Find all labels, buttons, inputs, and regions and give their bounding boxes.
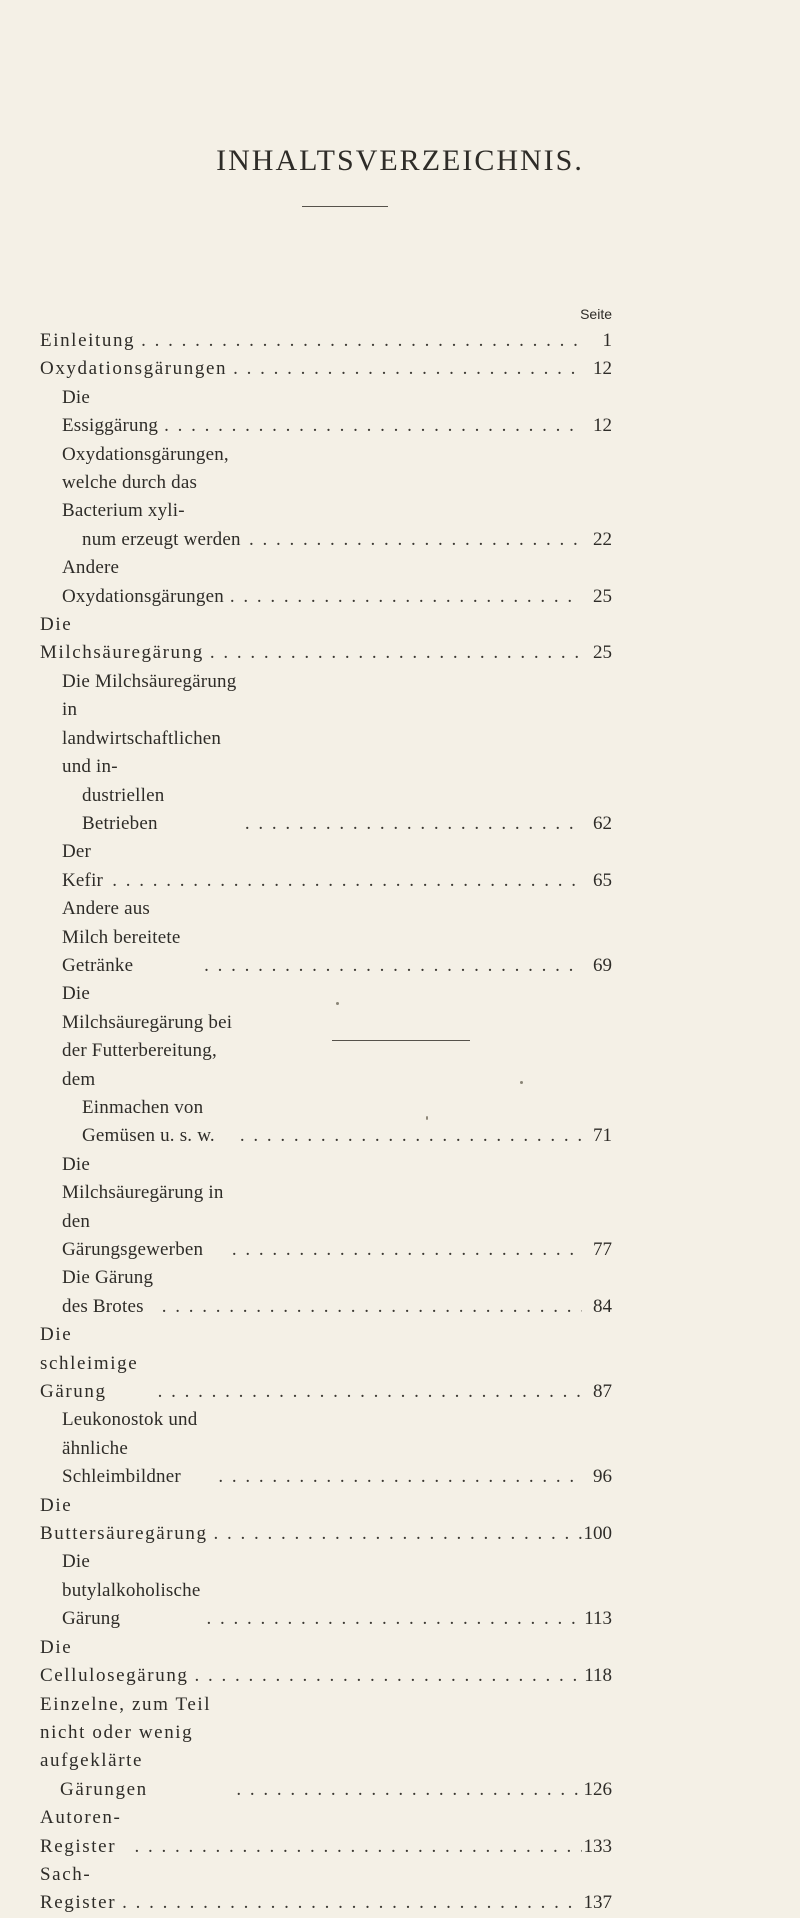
dot-leader bbox=[128, 1833, 582, 1861]
toc-page-number: 12 bbox=[593, 415, 612, 437]
toc-page-number: 87 bbox=[593, 1381, 612, 1403]
toc-page-number: 77 bbox=[593, 1239, 612, 1260]
toc-entry-title bbox=[40, 1804, 128, 1861]
toc-page-number: 65 bbox=[593, 869, 612, 891]
toc-section bbox=[40, 441, 612, 555]
dot-leader bbox=[243, 526, 582, 554]
toc-page-number: 96 bbox=[593, 1466, 612, 1488]
toc-section bbox=[40, 1264, 612, 1321]
toc-entry-text: Der Kefir bbox=[62, 841, 104, 891]
toc-entry-text: Andere aus Milch bereitete Getränke bbox=[62, 898, 181, 976]
toc-entry-title bbox=[40, 1492, 208, 1549]
toc-section bbox=[40, 668, 612, 838]
toc-entry-text: Die Milchsäuregärung bbox=[40, 614, 204, 664]
page-title: INHALTSVERZEICHNIS. bbox=[216, 144, 584, 177]
dot-leader bbox=[189, 1662, 582, 1690]
toc-entry-text: Die Gärung des Brotes bbox=[62, 1267, 154, 1317]
toc-entry-title bbox=[40, 327, 135, 355]
dot-leader bbox=[204, 639, 582, 667]
paper-speck bbox=[520, 1081, 523, 1084]
toc-entry-text: Die Milchsäuregärung in landwirtschaftlichen und in- bbox=[62, 670, 237, 778]
paper-speck bbox=[336, 1002, 339, 1005]
toc-entry-title bbox=[40, 1691, 230, 1805]
dot-leader bbox=[158, 412, 582, 440]
toc-entry-title bbox=[62, 895, 198, 980]
toc-entry-title bbox=[40, 1321, 152, 1406]
dot-leader bbox=[239, 810, 582, 838]
toc-entry-text: Leukonostok und ähnliche Schleimbildner bbox=[62, 1409, 198, 1488]
toc-section bbox=[40, 980, 612, 1150]
toc-section bbox=[40, 1406, 612, 1491]
dot-leader bbox=[227, 355, 582, 383]
toc-entry-text: Einzelne, zum Teil nicht oder wenig aufgeklärte bbox=[40, 1693, 212, 1772]
toc-page-number: 1 bbox=[602, 330, 612, 351]
toc-entry-text: Die Buttersäuregärung bbox=[40, 1494, 208, 1545]
toc-entry-text: Oxydationsgärungen bbox=[40, 358, 228, 380]
toc-section bbox=[40, 1151, 612, 1265]
toc-entry-title bbox=[40, 611, 204, 668]
toc-page-number: 71 bbox=[593, 1125, 612, 1147]
toc-page-number: 62 bbox=[593, 812, 612, 834]
toc-entry-text: Die schleimige Gärung bbox=[40, 1324, 139, 1403]
toc-entry-title bbox=[62, 980, 234, 1150]
toc-entry-text: Die Cellulosegärung bbox=[40, 1636, 189, 1687]
dot-leader bbox=[226, 1236, 582, 1264]
toc-page-number: 137 bbox=[583, 1892, 612, 1914]
toc-entry-text: Autoren-Register bbox=[40, 1807, 122, 1857]
toc-entry-continuation: Einmachen von Gemüsen u. s. w. bbox=[82, 1096, 215, 1147]
toc-entry-text: Die Milchsäuregärung bei der Futterbereitung, dem bbox=[62, 983, 233, 1090]
toc-chapter bbox=[40, 611, 612, 668]
dot-leader bbox=[116, 1889, 582, 1917]
toc-page-number: 69 bbox=[593, 954, 612, 976]
toc-entry-title bbox=[40, 355, 227, 383]
toc-page-number: 84 bbox=[593, 1295, 612, 1317]
toc-entry-title bbox=[40, 1634, 189, 1691]
toc-entry-title bbox=[62, 1264, 156, 1321]
toc-chapter bbox=[40, 1634, 612, 1691]
title-rule bbox=[302, 206, 388, 207]
toc-section bbox=[40, 1548, 612, 1633]
toc-page-number: 133 bbox=[583, 1835, 612, 1857]
toc-section bbox=[40, 838, 612, 895]
toc-chapter bbox=[40, 1492, 612, 1549]
toc-section bbox=[40, 895, 612, 980]
toc-entry-title bbox=[62, 554, 224, 611]
toc-chapter bbox=[40, 355, 612, 383]
toc-entry-title bbox=[62, 668, 239, 838]
toc-entry-text: Die Essiggärung bbox=[62, 386, 159, 437]
toc-entry-continuation: dustriellen Betrieben bbox=[82, 784, 165, 834]
toc-page-number: 22 bbox=[593, 528, 612, 550]
toc-entry-title bbox=[62, 1406, 212, 1491]
toc-chapter bbox=[40, 1804, 612, 1861]
toc-entry-title bbox=[62, 1151, 226, 1265]
dot-leader bbox=[208, 1520, 582, 1548]
toc-entry-text: Einleitung bbox=[40, 330, 136, 351]
toc-entry-continuation: num erzeugt werden bbox=[82, 528, 241, 550]
toc-page-number: 25 bbox=[593, 642, 612, 664]
toc-entry-continuation: Gärungen bbox=[60, 1778, 148, 1800]
paper-speck bbox=[426, 1116, 428, 1120]
toc-page-number: 118 bbox=[584, 1665, 612, 1687]
toc-page-number: 126 bbox=[583, 1778, 612, 1800]
toc-entry-text: Die butylalkoholische Gärung bbox=[62, 1551, 201, 1630]
toc-entry-title bbox=[40, 1861, 116, 1918]
dot-leader bbox=[212, 1463, 582, 1491]
dot-leader bbox=[198, 952, 582, 980]
toc-entry-title bbox=[62, 441, 243, 555]
toc-section bbox=[40, 554, 612, 611]
toc-page-number: 113 bbox=[584, 1608, 612, 1630]
dot-leader bbox=[135, 327, 582, 355]
toc-chapter bbox=[40, 1321, 612, 1406]
toc-page-number: 100 bbox=[583, 1523, 612, 1545]
dot-leader bbox=[234, 1122, 582, 1150]
dot-leader bbox=[106, 867, 582, 895]
toc-entry-title bbox=[62, 838, 106, 895]
toc-page-number: 12 bbox=[593, 358, 612, 380]
closing-rule bbox=[332, 1040, 470, 1041]
dot-leader bbox=[156, 1293, 582, 1321]
toc-entry-title bbox=[62, 1548, 201, 1633]
page-column-label: Seite bbox=[580, 306, 612, 322]
toc-entry-text: Oxydationsgärungen, welche durch das Bacterium xyli- bbox=[62, 443, 229, 522]
toc-chapter bbox=[40, 1691, 612, 1805]
toc-entry-text: Andere Oxydationsgärungen bbox=[62, 557, 224, 607]
toc-section bbox=[40, 384, 612, 441]
toc-chapter bbox=[40, 1861, 612, 1918]
table-of-contents bbox=[40, 327, 612, 1918]
toc-entry-text: Die Milchsäuregärung in den Gärungsgewerben bbox=[62, 1153, 224, 1260]
toc-entry-title bbox=[62, 384, 158, 441]
toc-page-number: 25 bbox=[593, 585, 612, 607]
dot-leader bbox=[230, 1776, 582, 1804]
dot-leader bbox=[201, 1605, 583, 1633]
dot-leader bbox=[152, 1378, 582, 1406]
toc-entry-text: Sach-Register bbox=[40, 1863, 117, 1914]
dot-leader bbox=[224, 583, 582, 611]
toc-chapter bbox=[40, 327, 612, 355]
